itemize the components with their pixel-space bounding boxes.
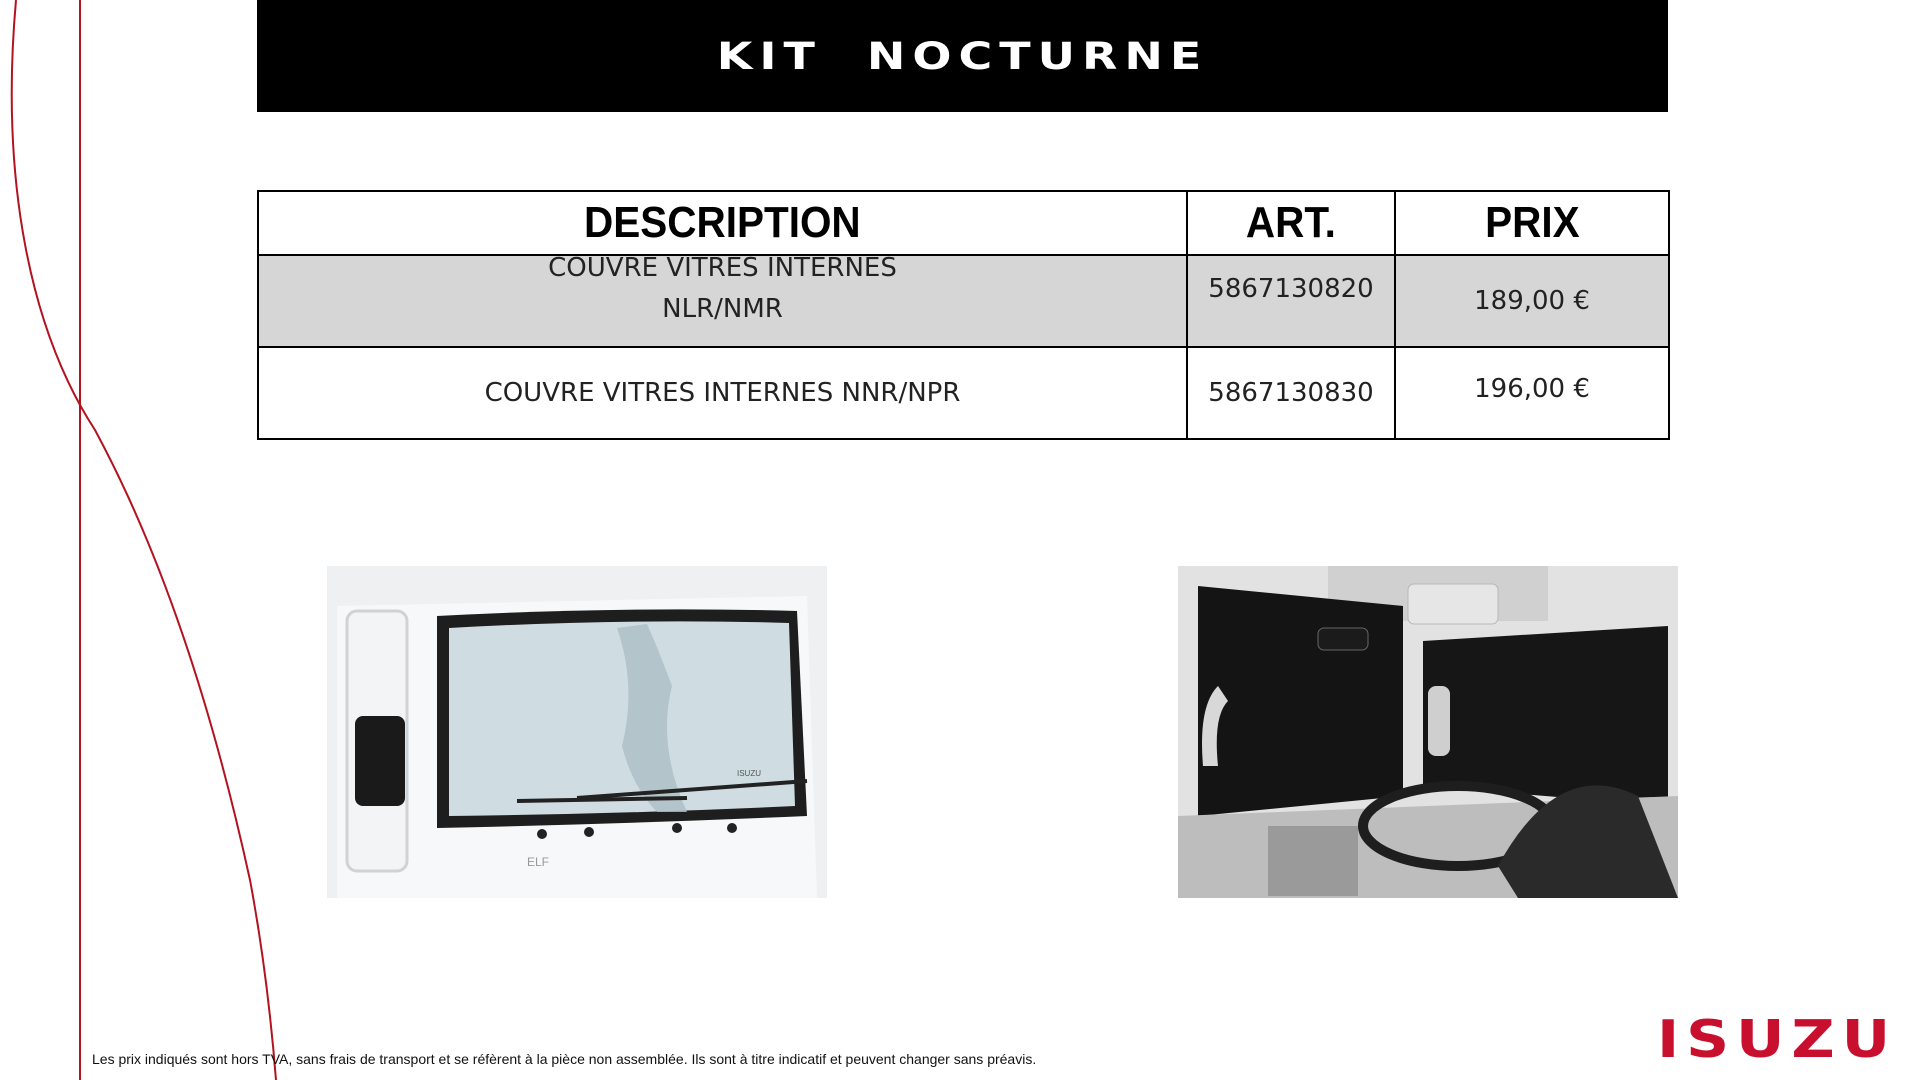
price-disclaimer: Les prix indiqués sont hors TVA, sans frais de transport et se réfèrent à la pièce non assemblée. Ils sont à titre indicatif et peuvent changer sans préavis. <box>92 1051 1037 1067</box>
product-photo-windshield <box>327 566 827 898</box>
photo-grille-text: ELF <box>527 855 550 869</box>
title-banner <box>257 0 1668 112</box>
cell-prix: 196,00 € <box>1395 347 1669 439</box>
table-header-row <box>258 191 1669 255</box>
table-row <box>258 255 1669 347</box>
page-title: KIT NOCTURNE <box>716 33 1209 79</box>
product-photo-interior <box>1178 566 1678 898</box>
column-header-prix: PRIX <box>1395 191 1669 255</box>
cell-prix: 189,00 € <box>1395 255 1669 347</box>
cell-art: 5867130820 <box>1187 255 1395 347</box>
isuzu-logo <box>1652 1016 1902 1062</box>
cell-description: COUVRE VITRES INTERNES NNR/NPR <box>258 347 1187 439</box>
cell-description: COUVRE VITRES INTERNES NLR/NMR <box>258 255 1187 347</box>
column-header-description: DESCRIPTION <box>258 191 1187 255</box>
photo-badge-text: ISUZU <box>737 769 761 778</box>
table-row <box>258 347 1669 439</box>
price-table <box>257 190 1670 440</box>
svg-text:ISUZU: ISUZU <box>1657 1016 1897 1062</box>
cell-art: 5867130830 <box>1187 347 1395 439</box>
column-header-art: ART. <box>1187 191 1395 255</box>
